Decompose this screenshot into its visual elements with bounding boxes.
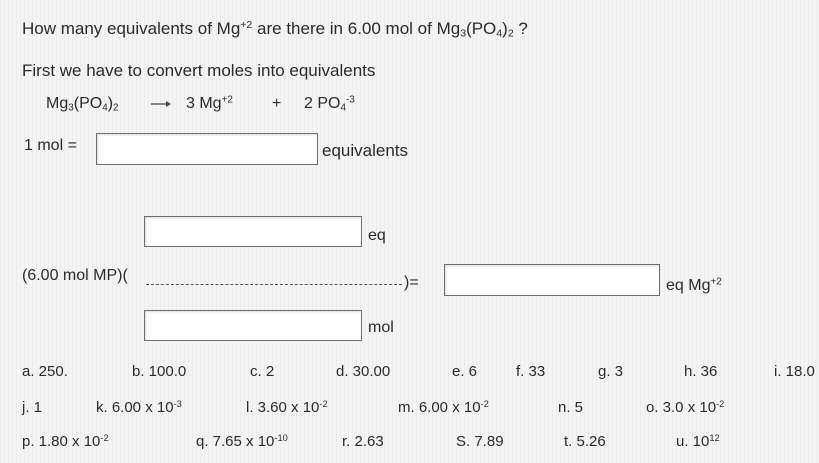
fraction-close: )= [404, 274, 419, 291]
option-b: b. 100.0 [132, 363, 187, 380]
option-d: d. 30.00 [336, 363, 391, 380]
option-g: g. 3 [598, 363, 624, 380]
denominator-unit: mol [368, 319, 394, 336]
given-quantity-label: (6.00 mol MP)( [22, 267, 128, 284]
denominator-input[interactable] [144, 310, 362, 341]
result-unit: eq $Mg^{+2}$ [666, 276, 722, 294]
equivalents-unit: equivalents [322, 141, 409, 160]
product-magnesium: 3 $Mg^{+2}$ [186, 94, 233, 112]
result-input[interactable] [444, 264, 660, 296]
equivalents-input[interactable] [96, 133, 318, 165]
option-f: f. 33 [516, 363, 546, 380]
reaction-arrow-icon [150, 99, 172, 109]
product-phosphate: 2 $PO_4^{-3}$ [304, 94, 355, 114]
option-l: l. 3.60 x $10^{-2}$ [246, 398, 328, 416]
option-u: u. $10^{12}$ [676, 432, 720, 450]
numerator-unit: eq [368, 227, 386, 244]
option-r: r. 2.63 [342, 433, 384, 450]
option-n: n. 5 [558, 399, 584, 416]
option-e: e. 6 [452, 363, 478, 380]
option-t: t. 5.26 [564, 433, 606, 450]
option-k: k. 6.00 x $10^{-3}$ [96, 398, 182, 416]
one-mol-label: 1 mol = [24, 137, 77, 154]
option-j: j. 1 [22, 399, 43, 416]
option-m: m. 6.00 x $10^{-2}$ [398, 398, 489, 416]
option-q: q. 7.65 x $10^{-10}$ [196, 432, 288, 450]
option-i: i. 18.0 [774, 363, 815, 380]
option-o: o. 3.0 x $10^{-2}$ [646, 398, 725, 416]
option-p: p. 1.80 x $10^{-2}$ [22, 432, 109, 450]
numerator-input[interactable] [144, 216, 362, 247]
fraction-bar [146, 284, 402, 285]
option-s: S. 7.89 [456, 433, 504, 450]
plus-sign: + [272, 95, 282, 112]
question-text: How many equivalents of $Mg^{+2}$ are there in 6.00 mol of $Mg_3(PO_4)_2$ ? [22, 19, 528, 40]
option-h: h. 36 [684, 363, 718, 380]
reactant-formula: $Mg_3(PO_4)_2$ [46, 95, 119, 114]
option-c: c. 2 [250, 363, 275, 380]
subtitle: First we have to convert moles into equivalents [22, 61, 376, 80]
option-a: a. 250. [22, 363, 68, 380]
